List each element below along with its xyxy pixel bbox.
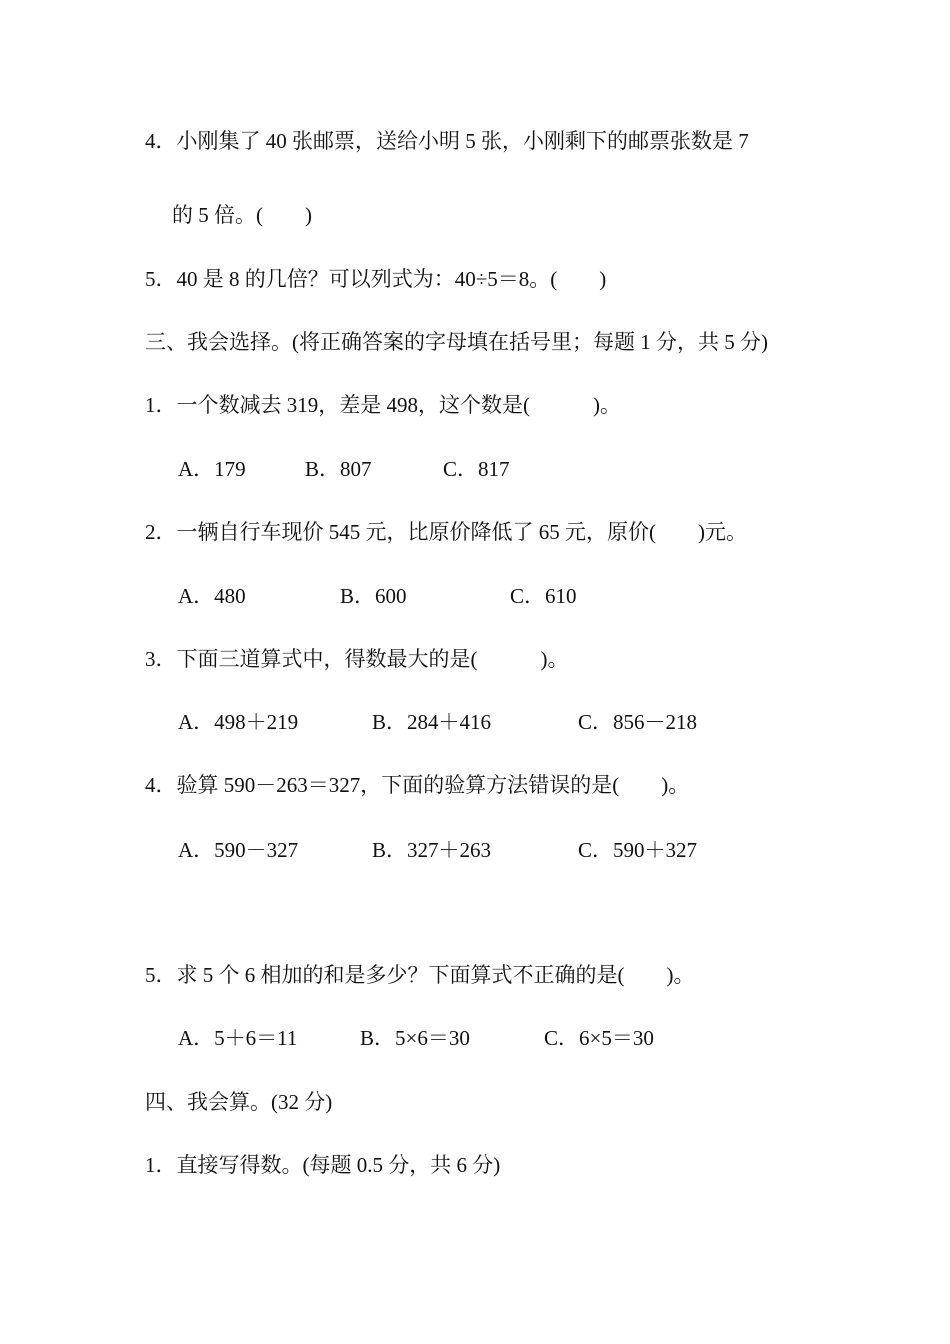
choice-2-option-c: C．610 xyxy=(510,584,577,608)
question-5: 5．40 是 8 的几倍？可以列式为：40÷5＝8。( ) xyxy=(145,267,607,291)
choice-2-option-a: A．480 xyxy=(178,584,246,608)
choice-3-option-b: B．284＋416 xyxy=(372,710,492,734)
choice-2-option-b: B．600 xyxy=(340,584,407,608)
choice-question-5: 5．求 5 个 6 相加的和是多少？下面算式不正确的是( )。 xyxy=(145,963,695,987)
choice-5-option-a: A．5＋6＝11 xyxy=(178,1026,298,1050)
choice-4-option-a: A．590－327 xyxy=(178,838,299,862)
choice-1-option-c: C．817 xyxy=(443,457,510,481)
choice-4-option-b: B．327＋263 xyxy=(372,838,492,862)
section-4-subquestion-1: 1．直接写得数。(每题 0.5 分，共 6 分) xyxy=(145,1153,501,1177)
choice-1-option-b: B．807 xyxy=(305,457,372,481)
choice-question-2: 2．一辆自行车现价 545 元，比原价降低了 65 元，原价( )元。 xyxy=(145,520,747,544)
choice-4-option-c: C．590＋327 xyxy=(578,838,698,862)
choice-3-option-a: A．498＋219 xyxy=(178,710,299,734)
choice-3-option-c: C．856－218 xyxy=(578,710,698,734)
section-4-heading: 四、我会算。(32 分) xyxy=(145,1090,333,1114)
choice-question-4: 4．验算 590－263＝327，下面的验算方法错误的是( )。 xyxy=(145,773,690,797)
question-4-line-1: 4．小刚集了 40 张邮票，送给小明 5 张，小刚剩下的邮票张数是 7 xyxy=(145,129,749,153)
choice-5-option-b: B．5×6＝30 xyxy=(360,1026,470,1050)
question-4-line-2: 的 5 倍。( ) xyxy=(172,203,312,227)
choice-question-3: 3．下面三道算式中，得数最大的是( )。 xyxy=(145,647,569,671)
section-3-heading: 三、我会选择。(将正确答案的字母填在括号里；每题 1 分，共 5 分) xyxy=(145,330,768,354)
choice-5-option-c: C．6×5＝30 xyxy=(544,1026,654,1050)
choice-1-option-a: A．179 xyxy=(178,457,246,481)
choice-question-1: 1．一个数减去 319，差是 498，这个数是( )。 xyxy=(145,393,621,417)
